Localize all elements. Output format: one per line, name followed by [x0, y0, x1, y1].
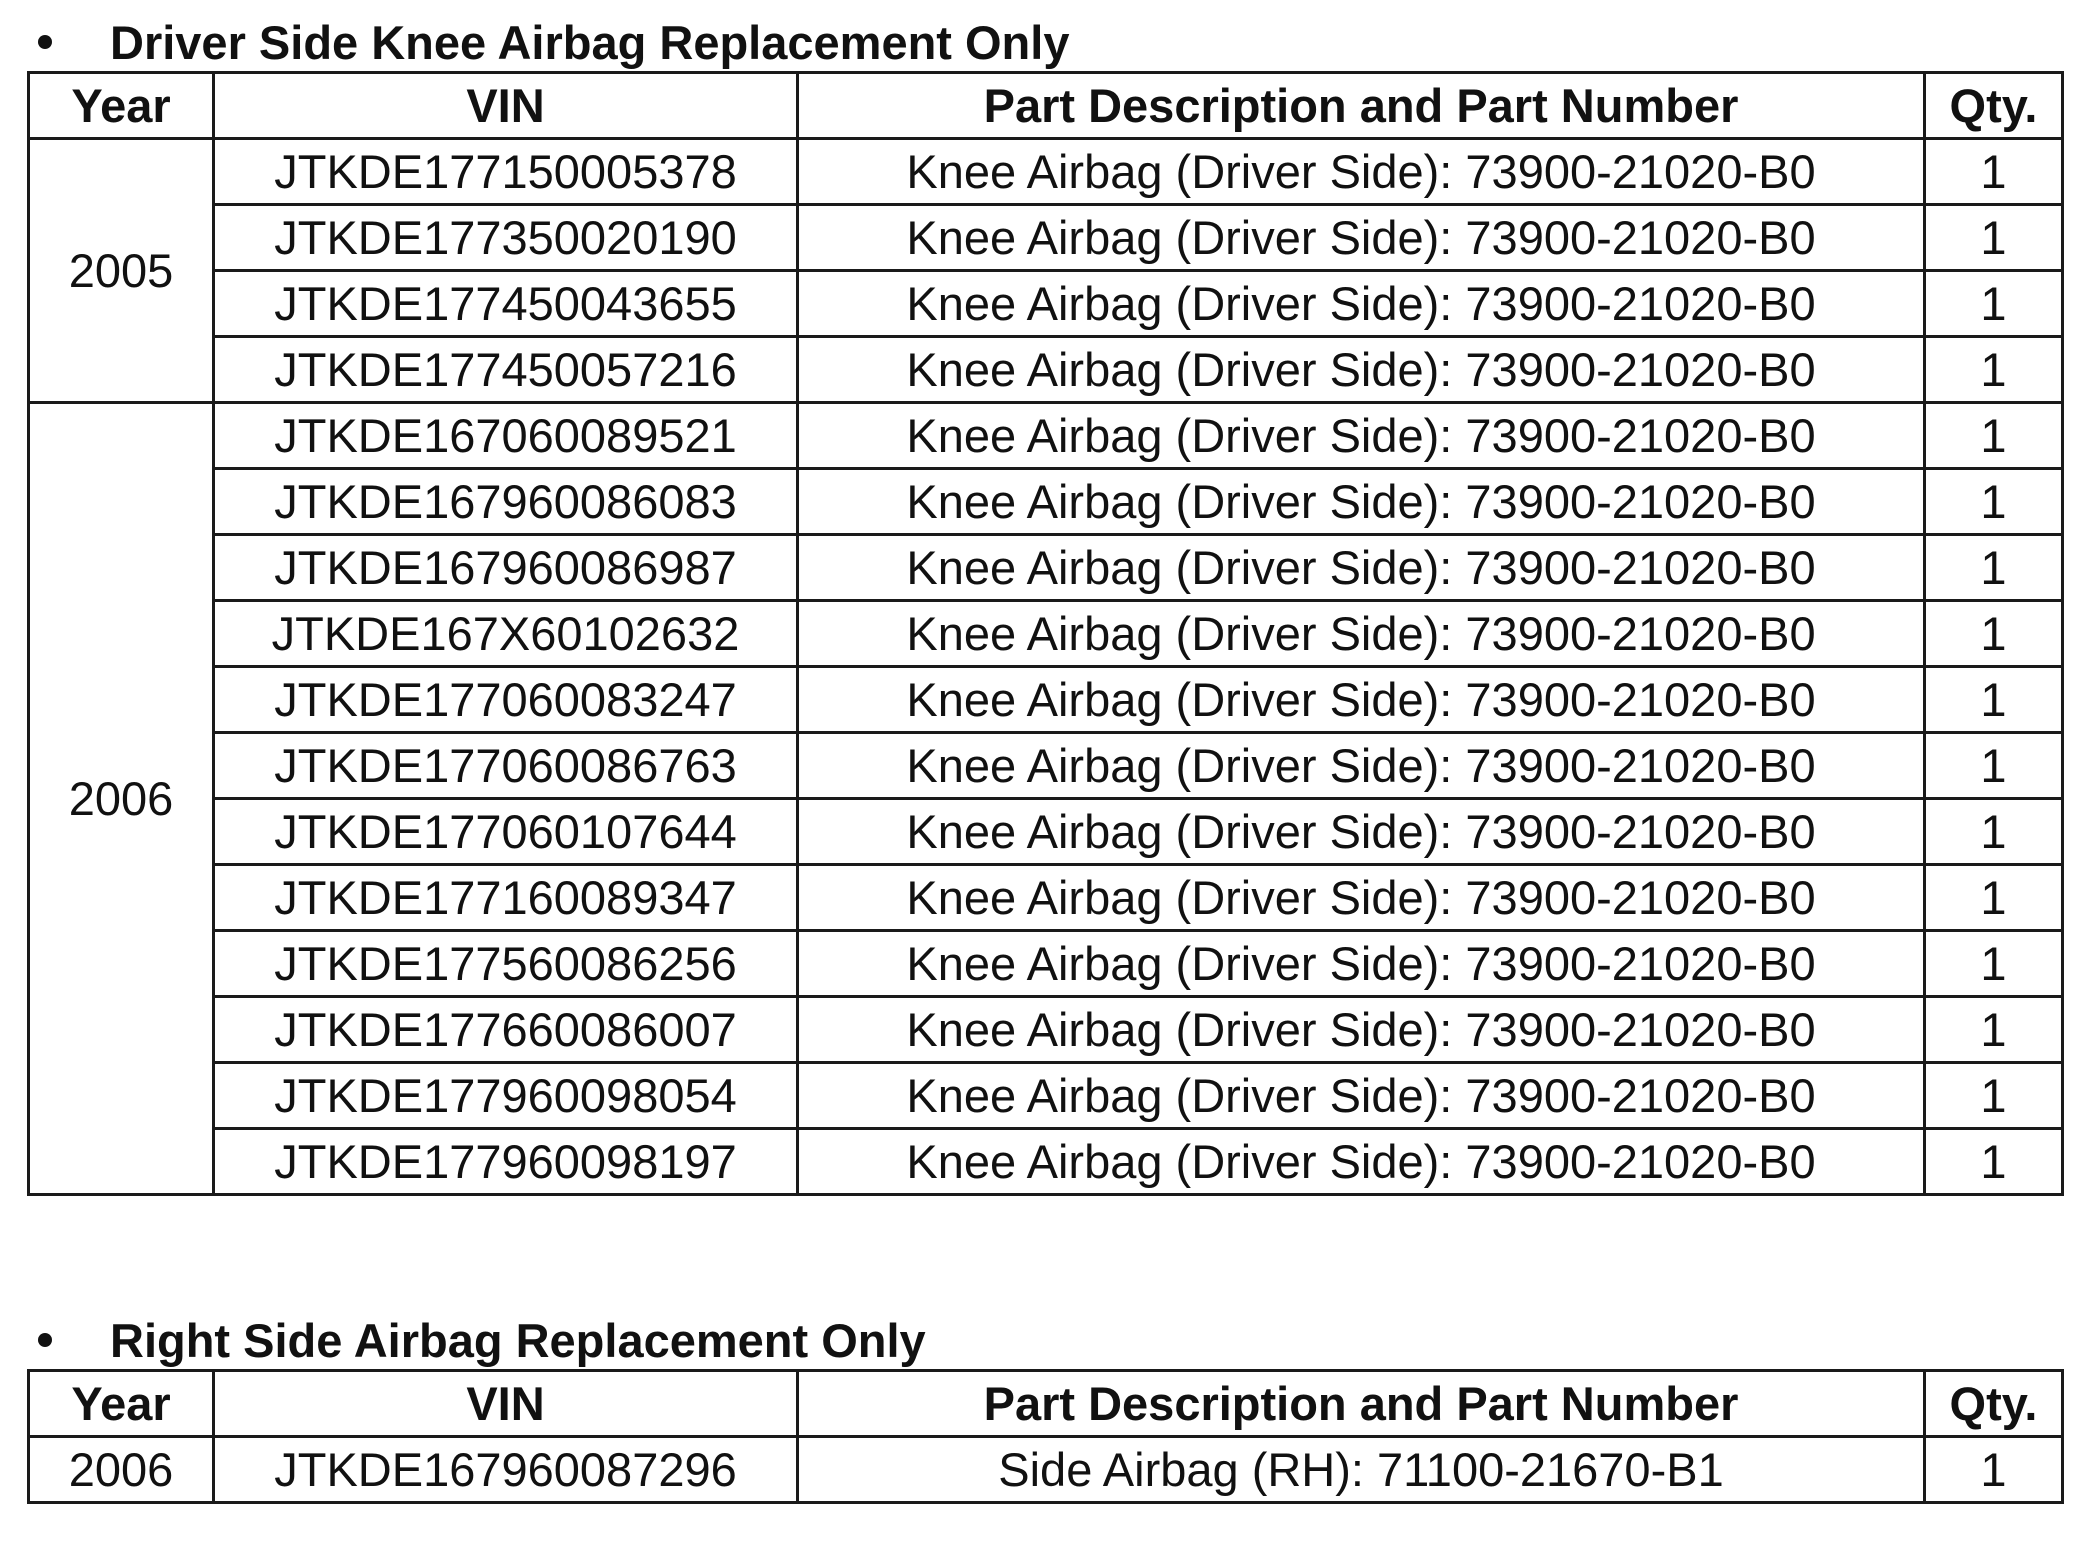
vin-cell: JTKDE167960086987: [214, 535, 798, 601]
header-year: Year: [29, 1371, 214, 1437]
section-heading-driver-knee-airbag: [28, 13, 1069, 71]
table-row: [29, 469, 2063, 535]
part-description-cell: Knee Airbag (Driver Side): 73900-21020-B0: [798, 733, 1925, 799]
part-description-cell: Knee Airbag (Driver Side): 73900-21020-B0: [798, 601, 1925, 667]
table-row: [29, 931, 2063, 997]
vin-cell: JTKDE167960087296: [214, 1437, 798, 1503]
header-part-description: Part Description and Part Number: [798, 73, 1925, 139]
table-body: [29, 139, 2063, 1195]
vin-cell: JTKDE177560086256: [214, 931, 798, 997]
vin-cell: JTKDE177060086763: [214, 733, 798, 799]
table-row: [29, 1063, 2063, 1129]
part-description-cell: Knee Airbag (Driver Side): 73900-21020-B0: [798, 271, 1925, 337]
part-description-cell: Knee Airbag (Driver Side): 73900-21020-B0: [798, 469, 1925, 535]
year-cell: 2005: [29, 139, 214, 403]
vin-cell: JTKDE177450043655: [214, 271, 798, 337]
table-row: [29, 601, 2063, 667]
qty-cell: 1: [1925, 997, 2063, 1063]
part-description-cell: Knee Airbag (Driver Side): 73900-21020-B0: [798, 139, 1925, 205]
part-description-cell: Knee Airbag (Driver Side): 73900-21020-B0: [798, 205, 1925, 271]
qty-cell: 1: [1925, 1129, 2063, 1195]
vin-cell: JTKDE177350020190: [214, 205, 798, 271]
qty-cell: 1: [1925, 931, 2063, 997]
section-title: Driver Side Knee Airbag Replacement Only: [110, 15, 1070, 69]
part-description-cell: Side Airbag (RH): 71100-21670-B1: [798, 1437, 1925, 1503]
qty-cell: 1: [1925, 865, 2063, 931]
right-side-airbag-table: [27, 1369, 2064, 1504]
qty-cell: 1: [1925, 601, 2063, 667]
table-row: [29, 271, 2063, 337]
part-description-cell: Knee Airbag (Driver Side): 73900-21020-B0: [798, 865, 1925, 931]
qty-cell: 1: [1925, 271, 2063, 337]
qty-cell: 1: [1925, 1063, 2063, 1129]
table-row: [29, 535, 2063, 601]
vin-cell: JTKDE177060107644: [214, 799, 798, 865]
section-title: Right Side Airbag Replacement Only: [110, 1313, 926, 1367]
bullet-icon: [38, 35, 52, 49]
qty-cell: 1: [1925, 535, 2063, 601]
vin-cell: JTKDE177060083247: [214, 667, 798, 733]
driver-knee-airbag-table: [27, 71, 2064, 1196]
qty-cell: 1: [1925, 337, 2063, 403]
vin-cell: JTKDE177150005378: [214, 139, 798, 205]
vin-cell: JTKDE167060089521: [214, 403, 798, 469]
qty-cell: 1: [1925, 799, 2063, 865]
table-row: [29, 865, 2063, 931]
qty-cell: 1: [1925, 469, 2063, 535]
part-description-cell: Knee Airbag (Driver Side): 73900-21020-B0: [798, 535, 1925, 601]
bullet-icon: [38, 1333, 52, 1347]
table-row: [29, 337, 2063, 403]
vin-cell: JTKDE177960098054: [214, 1063, 798, 1129]
header-qty: Qty.: [1925, 1371, 2063, 1437]
table-row: [29, 799, 2063, 865]
table-row: [29, 1437, 2063, 1503]
vin-cell: JTKDE177660086007: [214, 997, 798, 1063]
qty-cell: 1: [1925, 403, 2063, 469]
table-row: [29, 1129, 2063, 1195]
table-row: [29, 403, 2063, 469]
qty-cell: 1: [1925, 139, 2063, 205]
part-description-cell: Knee Airbag (Driver Side): 73900-21020-B0: [798, 403, 1925, 469]
part-description-cell: Knee Airbag (Driver Side): 73900-21020-B0: [798, 931, 1925, 997]
vin-cell: JTKDE177960098197: [214, 1129, 798, 1195]
table-header-row: [29, 1371, 2063, 1437]
table-header-row: [29, 73, 2063, 139]
table-row: [29, 205, 2063, 271]
section-heading-right-side-airbag: [28, 1311, 926, 1369]
part-description-cell: Knee Airbag (Driver Side): 73900-21020-B0: [798, 799, 1925, 865]
table-row: [29, 139, 2063, 205]
qty-cell: 1: [1925, 1437, 2063, 1503]
part-description-cell: Knee Airbag (Driver Side): 73900-21020-B0: [798, 1063, 1925, 1129]
qty-cell: 1: [1925, 667, 2063, 733]
header-vin: VIN: [214, 73, 798, 139]
qty-cell: 1: [1925, 205, 2063, 271]
year-cell: 2006: [29, 1437, 214, 1503]
qty-cell: 1: [1925, 733, 2063, 799]
header-vin: VIN: [214, 1371, 798, 1437]
table-row: [29, 733, 2063, 799]
table-row: [29, 997, 2063, 1063]
vin-cell: JTKDE167960086083: [214, 469, 798, 535]
part-description-cell: Knee Airbag (Driver Side): 73900-21020-B0: [798, 1129, 1925, 1195]
header-qty: Qty.: [1925, 73, 2063, 139]
vin-cell: JTKDE167X60102632: [214, 601, 798, 667]
part-description-cell: Knee Airbag (Driver Side): 73900-21020-B0: [798, 337, 1925, 403]
part-description-cell: Knee Airbag (Driver Side): 73900-21020-B0: [798, 997, 1925, 1063]
header-part-description: Part Description and Part Number: [798, 1371, 1925, 1437]
header-year: Year: [29, 73, 214, 139]
year-cell: 2006: [29, 403, 214, 1195]
table-row: [29, 667, 2063, 733]
vin-cell: JTKDE177160089347: [214, 865, 798, 931]
part-description-cell: Knee Airbag (Driver Side): 73900-21020-B0: [798, 667, 1925, 733]
vin-cell: JTKDE177450057216: [214, 337, 798, 403]
